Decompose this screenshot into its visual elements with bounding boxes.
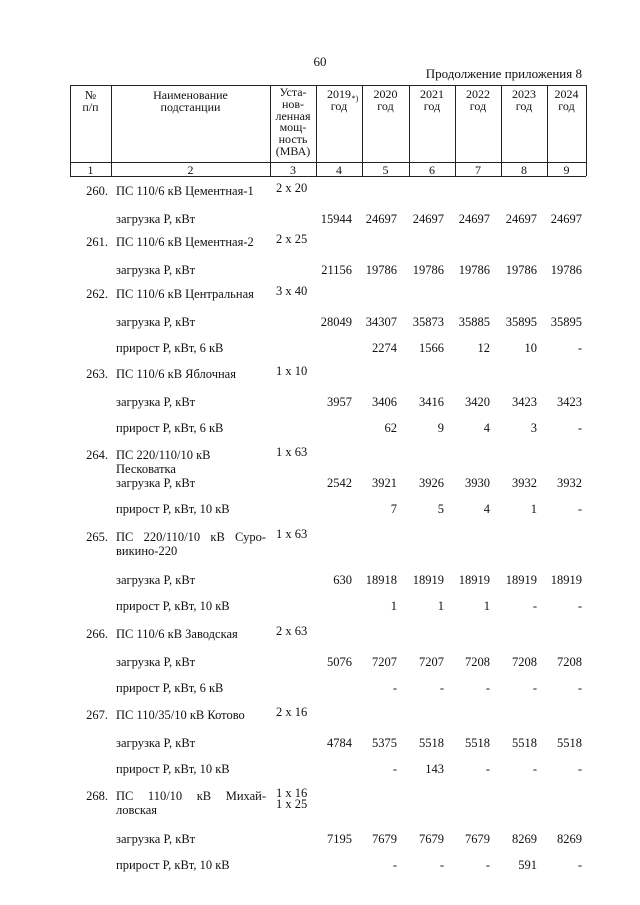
value-cell: 3 xyxy=(530,421,537,435)
value-cell: 4 xyxy=(483,421,490,435)
value-cell: 18919 xyxy=(412,573,444,587)
column-index: 1 xyxy=(87,163,94,177)
value-cell: - xyxy=(485,858,490,872)
value-cell: 143 xyxy=(425,762,444,776)
value-cell: - xyxy=(485,762,490,776)
metric-label: загрузка P, кВт xyxy=(116,212,196,226)
value-cell: 591 xyxy=(518,858,537,872)
value-cell: 5518 xyxy=(512,736,537,750)
value-cell: 7 xyxy=(390,502,397,516)
value-cell: 1566 xyxy=(419,341,444,355)
row-number: 267. xyxy=(86,708,108,722)
column-index: 6 xyxy=(429,163,435,177)
installed-capacity: 1 х 63 xyxy=(276,445,308,459)
value-cell: - xyxy=(392,858,397,872)
metric-label: прирост P, кВт, 10 кВ xyxy=(116,599,230,613)
value-cell: 2542 xyxy=(327,476,352,490)
substation-name: ПС 110/6 кВ Яблочная xyxy=(116,367,236,381)
value-cell: 21156 xyxy=(321,263,352,277)
header-year: 2022 год xyxy=(466,87,490,113)
installed-capacity: 3 х 40 xyxy=(276,284,308,298)
value-cell: - xyxy=(532,762,537,776)
value-cell: 19786 xyxy=(505,263,537,277)
value-cell: 4 xyxy=(483,502,490,516)
value-cell: 5 xyxy=(437,502,444,516)
value-cell: 18919 xyxy=(550,573,582,587)
value-cell: 28049 xyxy=(320,315,352,329)
value-cell: 24697 xyxy=(365,212,397,226)
value-cell: 5518 xyxy=(419,736,444,750)
value-cell: 35895 xyxy=(505,315,537,329)
page-number: 60 xyxy=(313,54,327,69)
continuation-note: Продолжение приложения 8 xyxy=(425,66,582,81)
value-cell: 19786 xyxy=(365,263,397,277)
header-year: 2023 год xyxy=(512,87,536,113)
value-cell: 12 xyxy=(477,341,490,355)
value-cell: 3420 xyxy=(465,395,490,409)
metric-label: загрузка P, кВт xyxy=(116,573,196,587)
metric-label: прирост P, кВт, 10 кВ xyxy=(116,502,230,516)
metric-label: загрузка P, кВт xyxy=(116,832,196,846)
column-index: 3 xyxy=(290,163,296,177)
value-cell: 18919 xyxy=(458,573,490,587)
value-cell: 3423 xyxy=(557,395,582,409)
value-cell: 7207 xyxy=(419,655,444,669)
value-cell: - xyxy=(439,858,444,872)
row-number: 264. xyxy=(86,448,108,462)
value-cell: - xyxy=(532,599,537,613)
value-cell: 3921 xyxy=(372,476,397,490)
value-cell: 7208 xyxy=(557,655,582,669)
value-cell: - xyxy=(532,681,537,695)
header-year: 2020 год xyxy=(373,87,398,113)
column-border xyxy=(586,85,587,176)
value-cell: 24697 xyxy=(505,212,537,226)
substation-name: ПС 220/110/10 кВ Суро- викино-220 xyxy=(116,530,266,558)
row-number: 262. xyxy=(86,287,108,301)
substation-name-cont: викино-220 xyxy=(116,544,178,558)
header-name: Наименование подстанции xyxy=(153,88,228,114)
value-cell: 35873 xyxy=(412,315,444,329)
value-cell: 19786 xyxy=(550,263,582,277)
metric-label: загрузка P, кВт xyxy=(116,395,196,409)
value-cell: 3932 xyxy=(557,476,582,490)
value-cell: - xyxy=(577,599,582,613)
value-cell: 3416 xyxy=(419,395,444,409)
value-cell: 1 xyxy=(530,502,537,516)
substation-name: ПС 110/6 кВ Заводская xyxy=(116,627,238,641)
value-cell: 18918 xyxy=(365,573,397,587)
value-cell: 62 xyxy=(384,421,397,435)
value-cell: - xyxy=(439,681,444,695)
value-cell: - xyxy=(485,681,490,695)
value-cell: 1 xyxy=(390,599,397,613)
installed-capacity: 1 х 63 xyxy=(276,527,308,541)
substation-name: ПС 110/6 кВ Цементная-1 xyxy=(116,184,254,198)
value-cell: 9 xyxy=(437,421,444,435)
value-cell: 5518 xyxy=(465,736,490,750)
metric-label: прирост P, кВт, 6 кВ xyxy=(116,681,224,695)
value-cell: 2274 xyxy=(372,341,397,355)
substation-name: ПС 220/110/10 кВ Песковатка xyxy=(116,448,211,476)
value-cell: 5375 xyxy=(372,736,397,750)
row-number: 268. xyxy=(86,789,108,803)
installed-capacity: 2 х 20 xyxy=(276,181,308,195)
value-cell: - xyxy=(577,502,582,516)
metric-label: загрузка P, кВт xyxy=(116,476,196,490)
value-cell: - xyxy=(577,421,582,435)
installed-capacity: 2 х 63 xyxy=(276,624,308,638)
value-cell: 24697 xyxy=(458,212,490,226)
value-cell: - xyxy=(577,858,582,872)
metric-label: загрузка P, кВт xyxy=(116,655,196,669)
row-number: 265. xyxy=(86,530,108,544)
metric-label: прирост P, кВт, 6 кВ xyxy=(116,421,224,435)
footnote-mark: *) xyxy=(351,94,359,103)
value-cell: 3926 xyxy=(419,476,444,490)
value-cell: 7207 xyxy=(372,655,397,669)
installed-capacity: 2 х 16 xyxy=(276,705,308,719)
value-cell: 8269 xyxy=(557,832,582,846)
value-cell: - xyxy=(392,681,397,695)
value-cell: 15944 xyxy=(320,212,352,226)
substation-name: ПС 110/6 кВ Цементная-2 xyxy=(116,235,254,249)
metric-label: загрузка P, кВт xyxy=(116,263,196,277)
value-cell: 3406 xyxy=(372,395,397,409)
value-cell: 7679 xyxy=(465,832,490,846)
value-cell: 1 xyxy=(437,599,444,613)
value-cell: 24697 xyxy=(550,212,582,226)
value-cell: 3930 xyxy=(465,476,490,490)
substation-name: ПС 110/6 кВ Центральная xyxy=(116,287,254,301)
value-cell: 7195 xyxy=(327,832,352,846)
value-cell: - xyxy=(577,762,582,776)
metric-label: загрузка P, кВт xyxy=(116,736,196,750)
value-cell: 3423 xyxy=(512,395,537,409)
value-cell: 4784 xyxy=(327,736,352,750)
row-number: 260. xyxy=(86,184,108,198)
header-year: 2019 год xyxy=(327,87,351,113)
table-top-border xyxy=(70,85,586,86)
value-cell: 5518 xyxy=(557,736,582,750)
metric-label: прирост P, кВт, 10 кВ xyxy=(116,858,230,872)
metric-label: загрузка P, кВт xyxy=(116,315,196,329)
substation-name: ПС 110/10 кВ Михай- ловская xyxy=(116,789,266,817)
metric-label: прирост P, кВт, 6 кВ xyxy=(116,341,224,355)
header-num: № п/п xyxy=(82,88,99,114)
row-number: 261. xyxy=(86,235,108,249)
column-index: 2 xyxy=(187,163,194,177)
value-cell: - xyxy=(392,762,397,776)
value-cell: 5076 xyxy=(327,655,352,669)
value-cell: 19786 xyxy=(458,263,490,277)
substation-name: ПС 110/35/10 кВ Котово xyxy=(116,708,245,722)
column-index: 8 xyxy=(521,163,527,177)
value-cell: 3932 xyxy=(512,476,537,490)
column-index: 9 xyxy=(563,163,570,177)
installed-capacity: 2 х 25 xyxy=(276,232,308,246)
column-index: 7 xyxy=(475,163,481,177)
metric-label: прирост P, кВт, 10 кВ xyxy=(116,762,230,776)
installed-capacity: 1 х 10 xyxy=(276,364,308,378)
value-cell: 34307 xyxy=(365,315,397,329)
value-cell: 8269 xyxy=(512,832,537,846)
header-year: 2021 год xyxy=(420,87,444,113)
value-cell: 7208 xyxy=(465,655,490,669)
value-cell: 7208 xyxy=(512,655,537,669)
value-cell: 3957 xyxy=(327,395,352,409)
value-cell: 35885 xyxy=(458,315,490,329)
value-cell: 7679 xyxy=(372,832,397,846)
value-cell: - xyxy=(577,341,582,355)
substation-name-cont: ловская xyxy=(116,803,158,817)
value-cell: - xyxy=(577,681,582,695)
column-index: 5 xyxy=(382,163,389,177)
row-number: 263. xyxy=(86,367,108,381)
value-cell: 630 xyxy=(333,573,352,587)
value-cell: 18919 xyxy=(505,573,537,587)
installed-capacity: 1 х 16 1 х 25 xyxy=(276,786,308,811)
header-capacity: Уста- нов- ленная мощ- ность (МВА) xyxy=(275,85,311,158)
value-cell: 24697 xyxy=(412,212,444,226)
value-cell: 10 xyxy=(524,341,537,355)
value-cell: 19786 xyxy=(412,263,444,277)
value-cell: 1 xyxy=(483,599,490,613)
value-cell: 7679 xyxy=(419,832,444,846)
row-number: 266. xyxy=(86,627,108,641)
header-year: 2024 год xyxy=(554,87,579,113)
column-index: 4 xyxy=(336,163,342,177)
value-cell: 35895 xyxy=(550,315,582,329)
